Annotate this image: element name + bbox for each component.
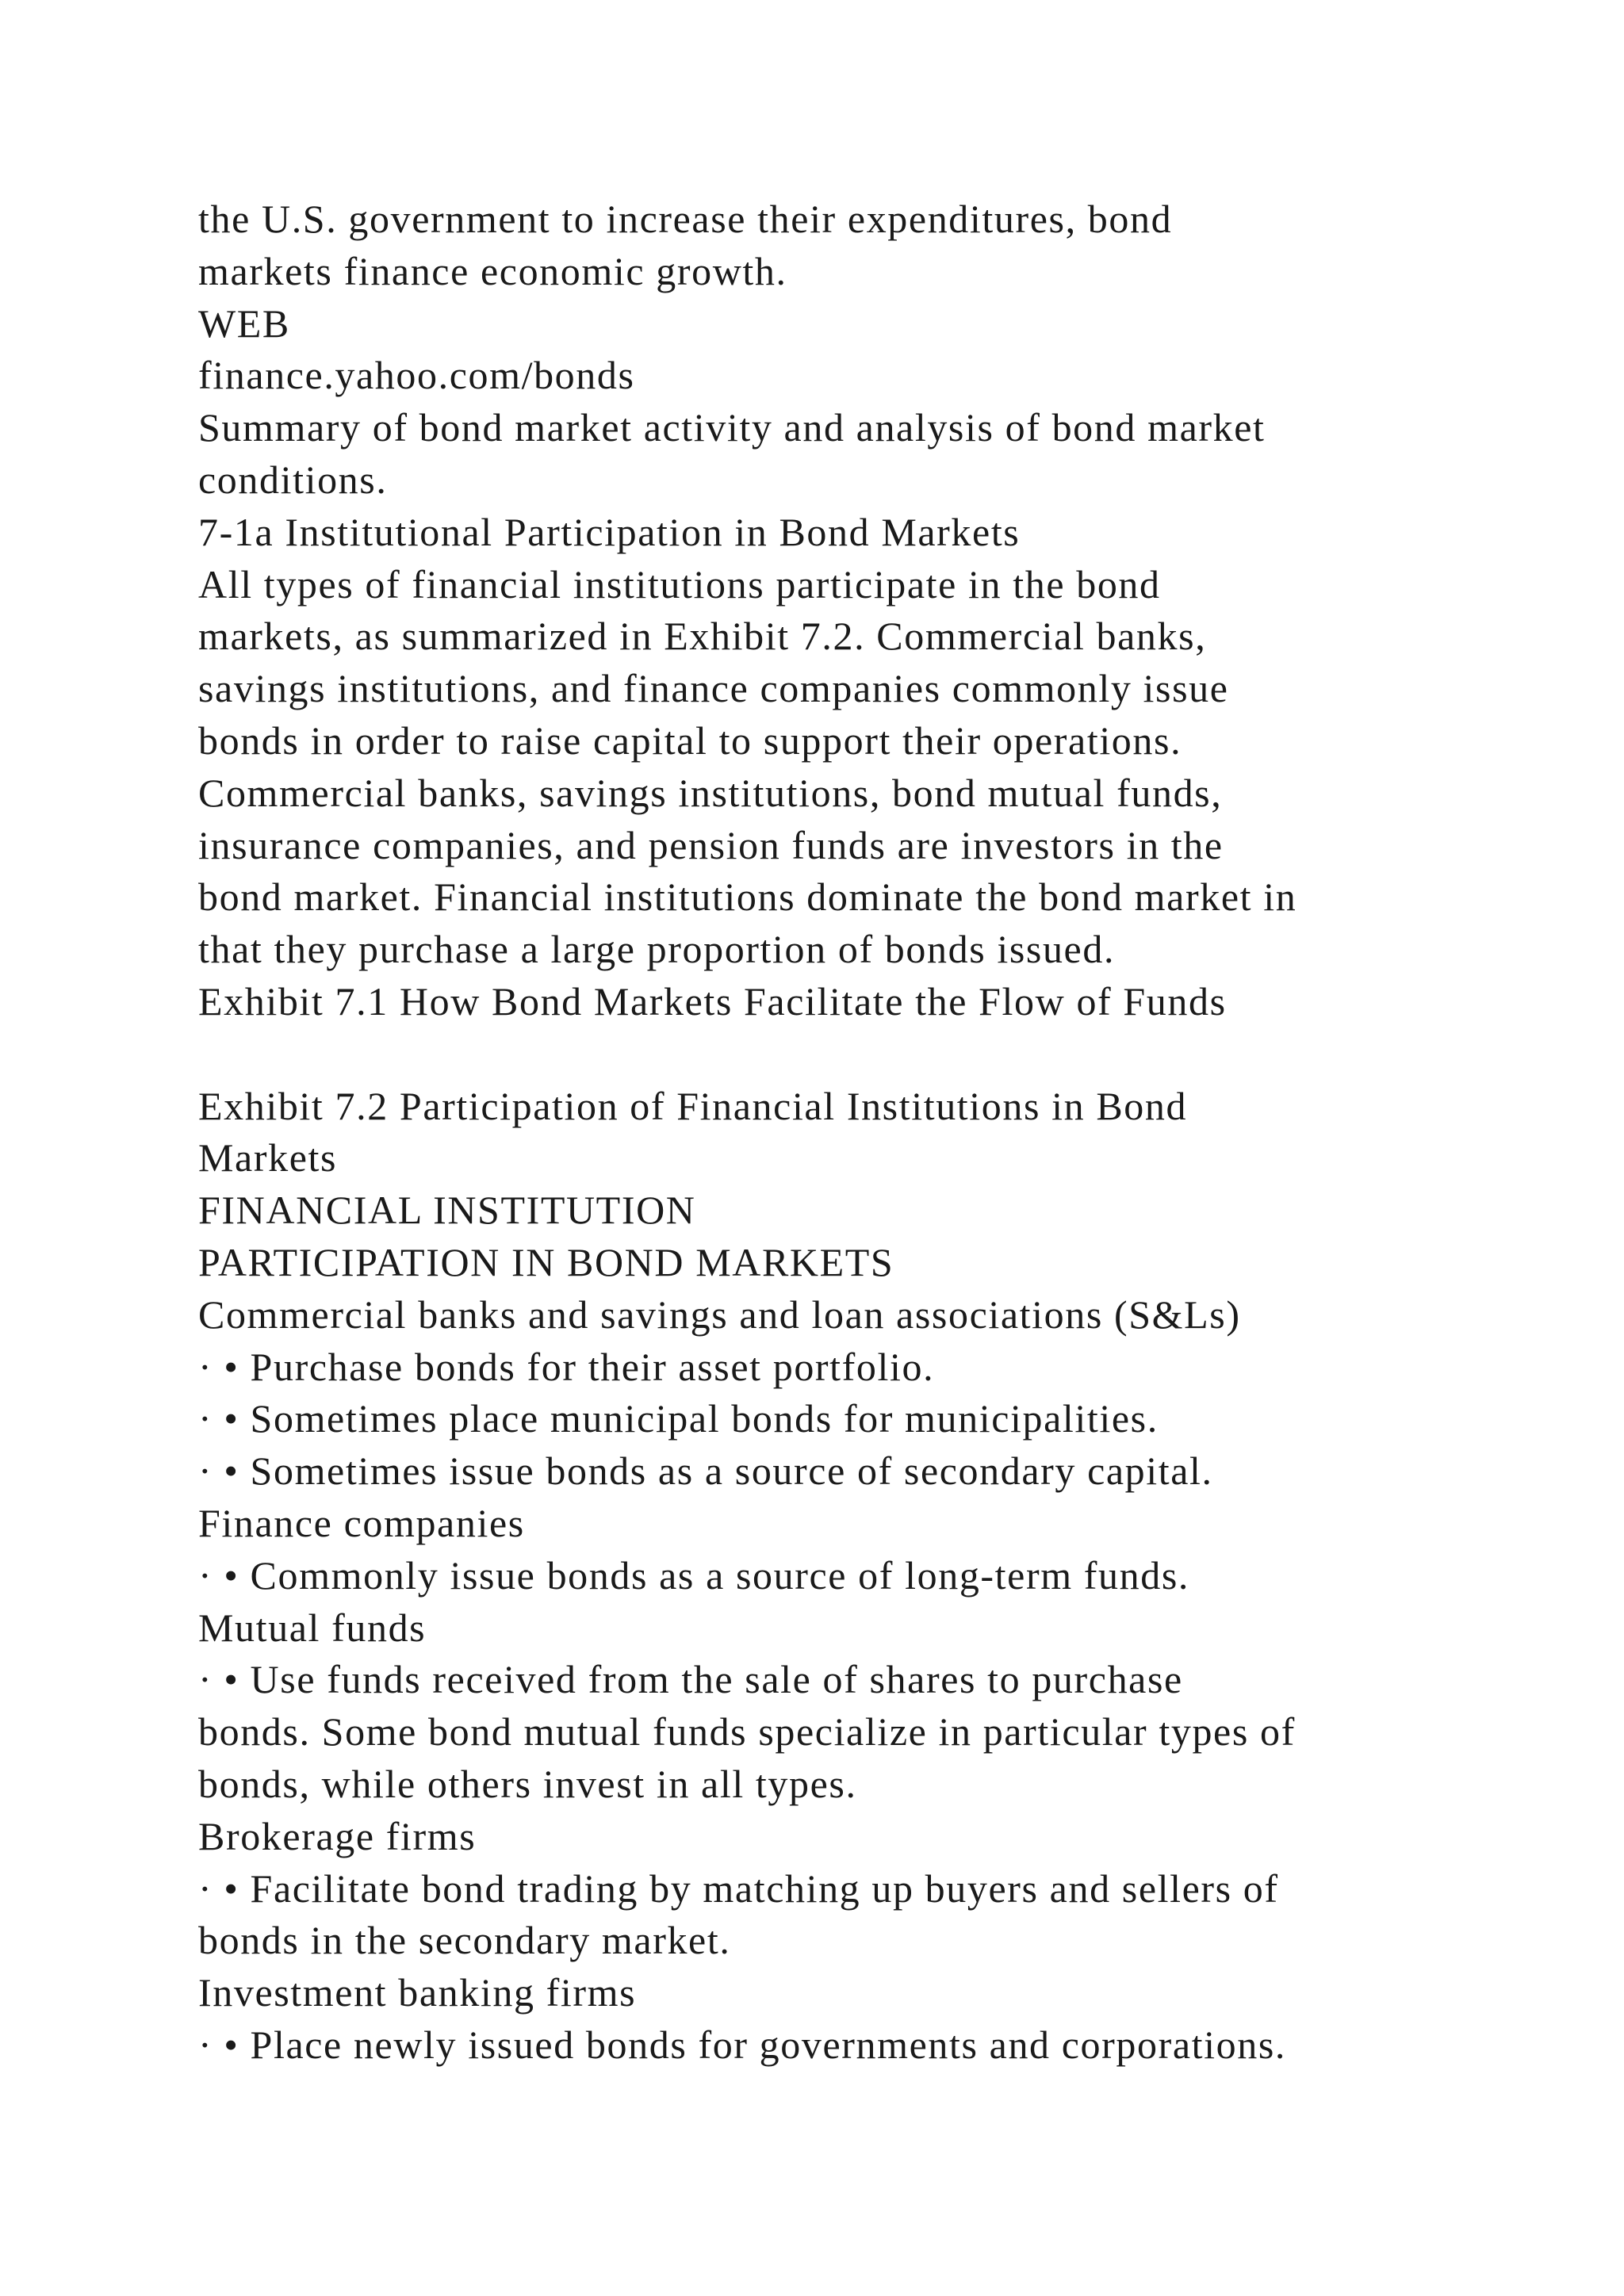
bullet-item: · • Place newly issued bonds for governments and corporations. [198,2022,1286,2067]
institution-name: Brokerage firms [198,1813,477,1858]
table-header: PARTICIPATION IN BOND MARKETS [198,1239,894,1284]
document-page [198,193,1499,2072]
body-text-line: All types of financial institutions participate in the bond [198,561,1161,607]
institution-name: Mutual funds [198,1605,427,1650]
bullet-item: · • Use funds received from the sale of shares to purchase [198,1657,1183,1702]
bullet-item: · • Purchase bonds for their asset portfolio. [198,1344,935,1389]
table-header: FINANCIAL INSTITUTION [198,1188,696,1233]
web-description: Summary of bond market activity and analysis of bond market [198,405,1266,450]
web-label: WEB [198,300,290,346]
institution-name: Investment banking firms [198,1970,637,2015]
body-text-line: markets, as summarized in Exhibit 7.2. Commercial banks, [198,614,1207,659]
blank-line [198,1028,1499,1081]
bullet-item-continued: bonds in the secondary market. [198,1918,731,1963]
web-url: finance.yahoo.com/bonds [198,353,635,398]
bullet-item: · • Facilitate bond trading by matching up buyers and sellers of [198,1866,1279,1911]
institution-name: Commercial banks and savings and loan associations (S&Ls) [198,1292,1241,1337]
exhibit-caption: Markets [198,1135,338,1181]
bullet-item-continued: bonds, while others invest in all types. [198,1761,857,1806]
body-text-line: savings institutions, and finance companies commonly issue [198,666,1229,711]
bullet-item-continued: bonds. Some bond mutual funds specialize in particular types of [198,1709,1296,1755]
section-heading: 7-1a Institutional Participation in Bond Markets [198,509,1021,554]
institution-name: Finance companies [198,1500,525,1545]
web-description: conditions. [198,457,388,502]
bullet-item: · • Sometimes issue bonds as a source of secondary capital. [198,1448,1213,1494]
body-text-line: bond market. Financial institutions dominate the bond market in [198,874,1297,920]
exhibit-caption: Exhibit 7.2 Participation of Financial Institutions in Bond [198,1083,1188,1128]
body-text-line: insurance companies, and pension funds are investors in the [198,822,1224,867]
exhibit-caption: Exhibit 7.1 How Bond Markets Facilitate the Flow of Funds [198,978,1227,1024]
bullet-item: · • Sometimes place municipal bonds for municipalities. [198,1396,1159,1441]
body-text-line: markets finance economic growth. [198,248,787,293]
body-text-line: the U.S. government to increase their expenditures, bond [198,197,1173,241]
body-text-line: Commercial banks, savings institutions, bond mutual funds, [198,770,1223,815]
body-text-line: that they purchase a large proportion of bonds issued. [198,927,1116,972]
body-text-line: bonds in order to raise capital to support their operations. [198,718,1182,763]
bullet-item: · • Commonly issue bonds as a source of long-term funds. [198,1552,1189,1598]
